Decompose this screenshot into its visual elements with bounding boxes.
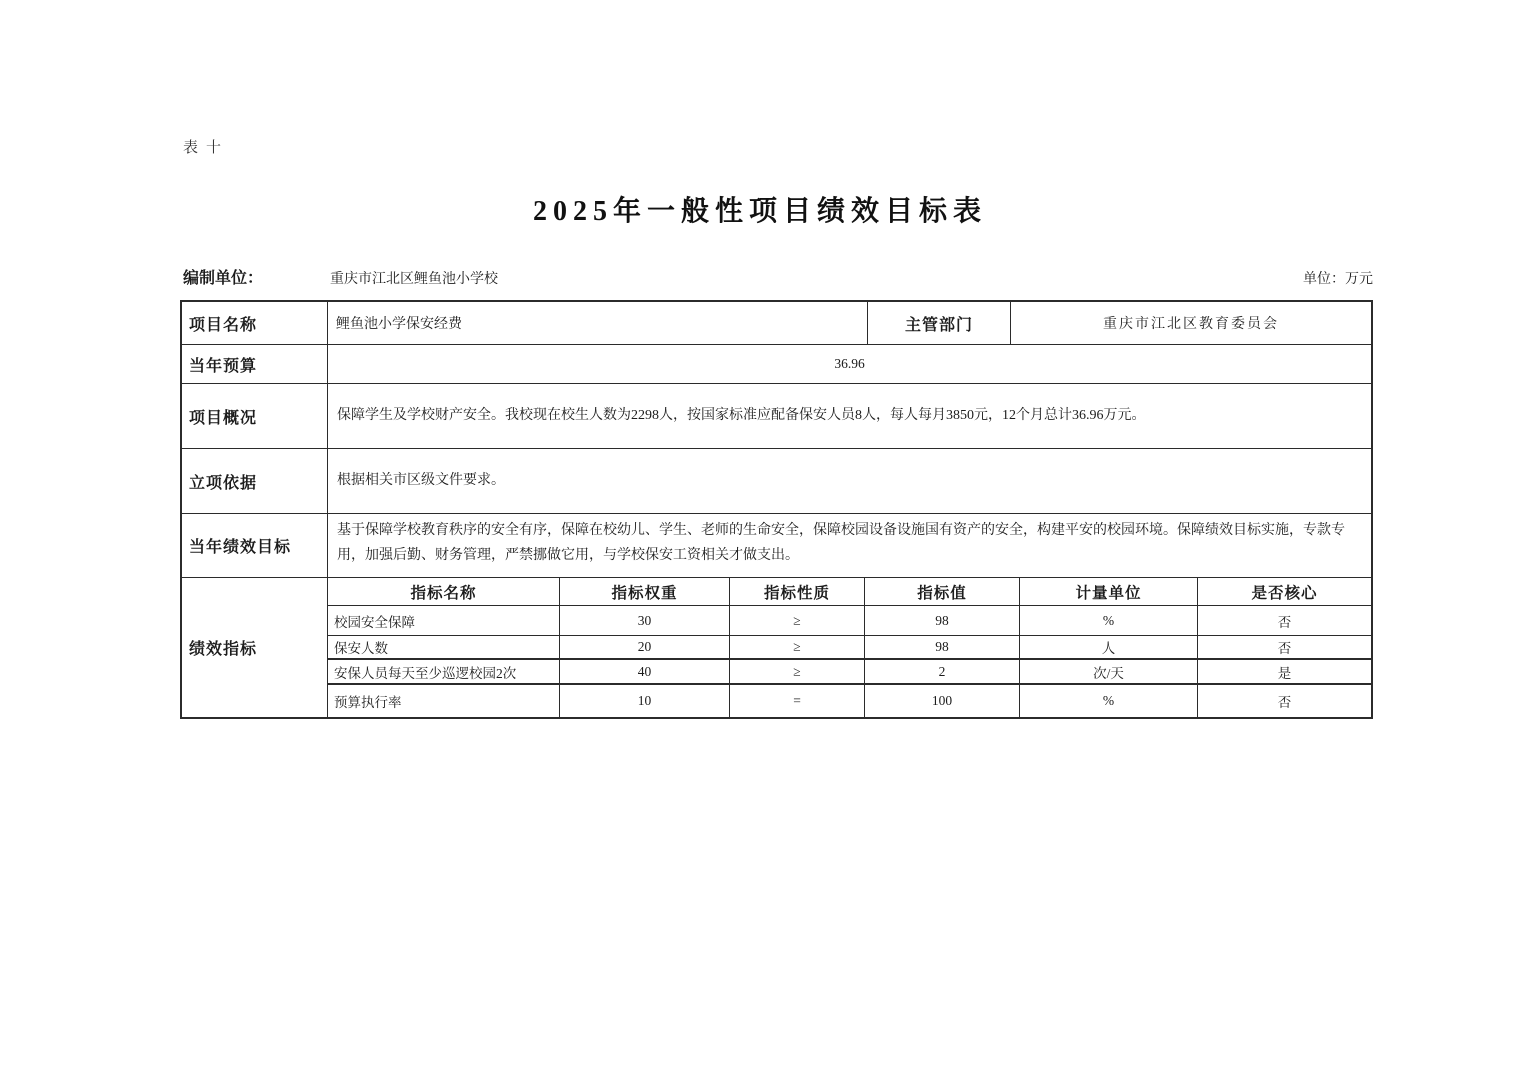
- basis-value: 根据相关市区级文件要求。: [327, 449, 1371, 513]
- table-row-overview: [182, 383, 1371, 448]
- indicator-name: 校园安全保障: [334, 614, 415, 630]
- indicator-unit: 人: [1019, 636, 1197, 658]
- indicator-row: [328, 683, 1371, 717]
- dept-value: 重庆市江北区教育委员会: [1010, 302, 1371, 344]
- table-row-project-name: [182, 302, 1371, 344]
- table-row-indicators: [182, 577, 1371, 717]
- header-indicator-core: 是否核心: [1197, 578, 1371, 605]
- table-row-budget: [182, 344, 1371, 383]
- page-title: 2025年一般性项目绩效目标表: [532, 196, 987, 227]
- header-indicator-name: 指标名称: [410, 584, 477, 602]
- header-indicator-nature: 指标性质: [729, 578, 864, 605]
- indicator-value: 98: [864, 606, 1019, 635]
- indicator-row: [328, 635, 1371, 658]
- table-row-basis: [182, 448, 1371, 513]
- dept-label: 主管部门: [867, 302, 1010, 344]
- budget-value: 36.96: [327, 345, 1371, 383]
- prepared-by-value: 重庆市江北区鲤鱼池小学校: [330, 272, 498, 287]
- indicator-row: [328, 605, 1371, 635]
- indicator-nature: =: [729, 685, 864, 717]
- indicator-nature: ≥: [729, 660, 864, 683]
- goal-label: 当年绩效目标: [189, 539, 292, 556]
- overview-value: 保障学生及学校财产安全。我校现在校生人数为2298人，按国家标准应配备保安人员8人，每人每月3850元，12个月总计36.96万元。: [327, 384, 1371, 448]
- table-row-goal: [182, 513, 1371, 577]
- indicator-value: 98: [864, 636, 1019, 658]
- indicator-weight: 30: [559, 606, 729, 635]
- indicator-row: [328, 658, 1371, 683]
- indicator-name: 安保人员每天至少巡逻校园2次: [334, 665, 517, 681]
- indicators-header-row: [328, 578, 1371, 605]
- indicator-weight: 40: [559, 660, 729, 683]
- meta-line: [180, 265, 1373, 291]
- budget-label: 当年预算: [189, 357, 258, 375]
- performance-target-table: [180, 300, 1373, 719]
- goal-value: 基于保障学校教育秩序的安全有序，保障在校幼儿、学生、老师的生命安全，保障校园设备设施国有资产的安全，构建平安的校园环境。保障绩效目标实施，专款专用，加强后勤、财务管理，严禁挪做它用，与学校保安工资相关才做支出。: [327, 514, 1371, 577]
- indicator-name: 保安人数: [334, 641, 388, 656]
- indicator-nature: ≥: [729, 606, 864, 635]
- project-name-label: 项目名称: [189, 316, 258, 334]
- indicator-unit: 次/天: [1019, 660, 1197, 683]
- overview-label: 项目概况: [189, 409, 258, 427]
- prepared-by-label: 编制单位：: [183, 270, 264, 287]
- currency-unit-note: 单位：万元: [1303, 272, 1373, 287]
- indicator-nature: ≥: [729, 636, 864, 658]
- project-name-value: 鲤鱼池小学保安经费: [327, 302, 867, 344]
- indicator-core: 是: [1197, 660, 1371, 683]
- indicator-value: 2: [864, 660, 1019, 683]
- header-indicator-value: 指标值: [864, 578, 1019, 605]
- indicator-value: 100: [864, 685, 1019, 717]
- indicator-unit: %: [1019, 685, 1197, 717]
- header-indicator-unit: 计量单位: [1019, 578, 1197, 605]
- indicator-core: 否: [1197, 606, 1371, 635]
- header-indicator-weight: 指标权重: [559, 578, 729, 605]
- indicator-unit: %: [1019, 606, 1197, 635]
- indicator-weight: 20: [559, 636, 729, 658]
- indicators-label: 绩效指标: [189, 641, 258, 658]
- indicator-weight: 10: [559, 685, 729, 717]
- indicator-core: 否: [1197, 636, 1371, 658]
- basis-label: 立项依据: [189, 474, 258, 492]
- indicator-name: 预算执行率: [334, 695, 402, 710]
- indicators-sub-table: [327, 578, 1371, 717]
- indicator-core: 否: [1197, 685, 1371, 717]
- table-number-note: 表十: [183, 140, 230, 156]
